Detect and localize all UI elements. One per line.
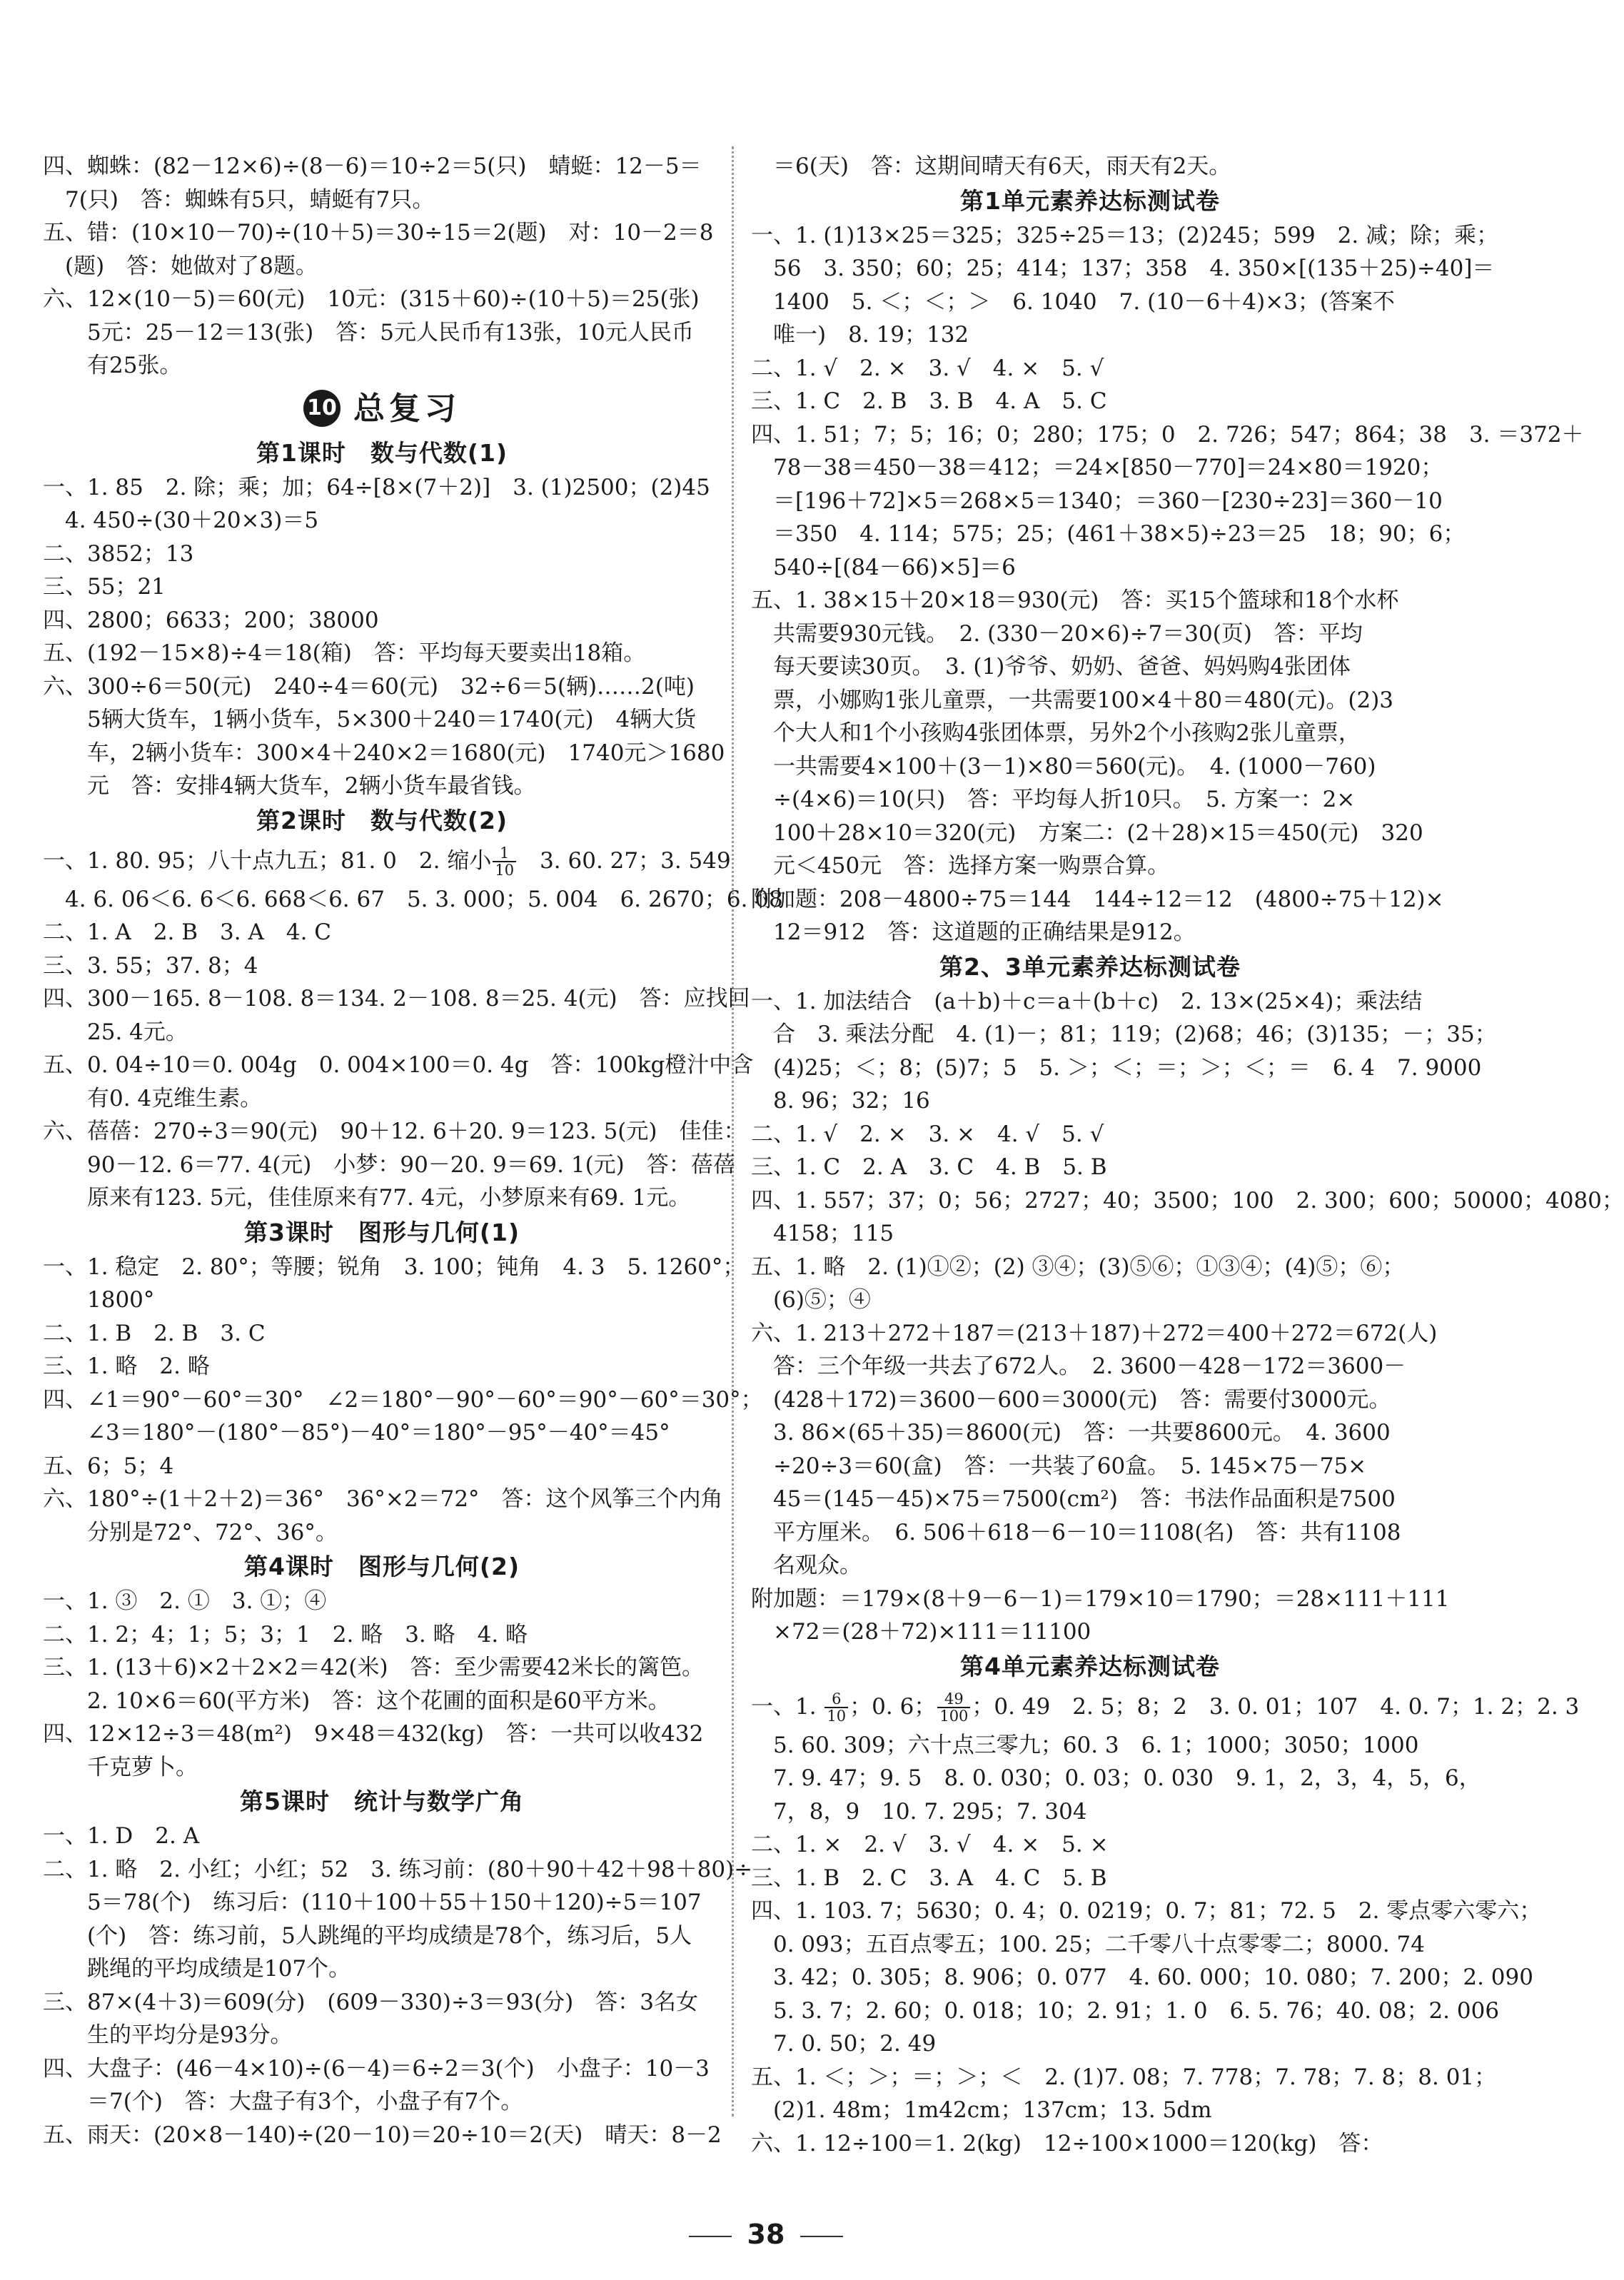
answer-line: 三、1. C 2. B 3. B 4. A 5. C [751, 388, 1107, 414]
answer-line: 跳绳的平均成绩是107个。 [43, 1956, 351, 1982]
answer-line: 名观众。 [751, 1553, 862, 1578]
answer-line: 二、1. B 2. B 3. C [43, 1320, 266, 1346]
answer-line: 三、87×(4＋3)＝609(分) (609－330)÷3＝93(分) 答：3名女 [43, 1989, 698, 2015]
answer-line: 附加题：208－4800÷75＝144 144÷12＝12 (4800÷75＋12)× [751, 886, 1444, 912]
answer-line: 3. 42；0. 305；8. 906；0. 077 4. 60. 000；10. 080；7. 200；2. 090 [751, 1964, 1533, 1990]
answer-line: 25. 4元。 [43, 1019, 188, 1045]
answer-line: 生的平均分是93分。 [43, 2022, 293, 2048]
answer-line: 2. 10×6＝60(平方米) 答：这个花圃的面积是60平方米。 [43, 1688, 670, 1714]
answer-line: 三、55；21 [43, 574, 166, 600]
answer-line: ＝[196＋72]×5＝268×5＝1340；＝360－[230÷23]＝360－10 [751, 488, 1443, 514]
answer-line: 原来有123. 5元，佳佳原来有77. 4元，小梦原来有69. 1元。 [43, 1185, 691, 1211]
answer-line: 一、1. ③ 2. ① 3. ①；④ [43, 1588, 327, 1614]
answer-line: 三、1. C 2. A 3. C 4. B 5. B [751, 1154, 1107, 1180]
answer-line: 合 3. 乘法分配 4. (1)－；81；119；(2)68；46；(3)135；－；35； [751, 1022, 1497, 1047]
test4-title: 第4单元素养达标测试卷 [960, 1652, 1220, 1680]
answer-line: 元＜450元 答：选择方案一购票合算。 [751, 853, 1170, 879]
answer-line: 0. 093；五百点零五；100. 25；二千零八十点零零二；8000. 74 [751, 1931, 1425, 1957]
lesson5-lines [43, 1820, 753, 2152]
fraction-denominator: 10 [495, 862, 515, 879]
answer-line: ×72＝(28＋72)×111＝11100 [751, 1619, 1091, 1645]
fraction-49-hundredths [937, 1691, 970, 1724]
answer-line: 7，8，9 10. 7. 295；7. 304 [751, 1798, 1087, 1825]
page-number: 38 [747, 2219, 785, 2250]
fraction-numerator: 6 [824, 1691, 848, 1708]
lesson1-title: 第1课时 数与代数(1) [256, 438, 508, 467]
lesson2-lines [43, 883, 783, 1215]
answer-line: 三、1. 略 2. 略 [43, 1353, 210, 1379]
page-number-footer [0, 2219, 1532, 2250]
answer-line: 5. 3. 7；2. 60；0. 018；10；2. 91；1. 0 6. 5. 76；40. 08；2. 006 [751, 1997, 1500, 2024]
answer-line: 有0. 4克维生素。 [43, 1085, 263, 1111]
lesson2-line-with-fraction [43, 839, 731, 883]
answer-line: 四、大盘子：(46－4×10)÷(6－4)＝6÷2＝3(个) 小盘子：10－3 [43, 2055, 710, 2082]
test1-title: 第1单元素养达标测试卷 [960, 186, 1220, 215]
answer-line: 56 3. 350；60；25；414；137；358 4. 350×[(135＋25)÷40]＝ [751, 256, 1495, 281]
answer-line: 个大人和1个小孩购4张团体票，另外2个小孩购2张儿童票， [751, 720, 1361, 746]
lesson2-line1-before: 一、1. 80. 95；八十点九五；81. 0 2. 缩小 [43, 847, 492, 874]
answer-line: 4. 450÷(30＋20×3)＝5 [43, 508, 319, 533]
answer-line: 票，小娜购1张儿童票，一共需要100×4＋80＝480(元)。(2)3 [751, 687, 1394, 713]
answer-line: 540÷[(84－66)×5]＝6 [751, 554, 1016, 580]
right-column [751, 150, 1624, 2160]
answer-line: 7(只) 答：蜘蛛有5只，蜻蜓有7只。 [43, 186, 435, 213]
test23-lines [751, 985, 1624, 1649]
answer-line: (个) 答：练习前，5人跳绳的平均成绩是78个，练习后，5人 [43, 1922, 692, 1949]
answer-line: ＝7(个) 答：大盘子有3个，小盘子有7个。 [43, 2089, 523, 2114]
footer-dash-left [689, 2236, 732, 2237]
chapter-heading [43, 383, 721, 435]
answer-line: 8. 96；32；16 [751, 1088, 930, 1114]
answer-line: 5＝78(个) 练习后：(110＋100＋55＋150＋120)÷5＝107 [43, 1890, 702, 1915]
lesson4-title: 第4课时 图形与几何(2) [243, 1553, 520, 1580]
answer-line: 二、1. 2；4；1；5；3；1 2. 略 3. 略 4. 略 [43, 1621, 528, 1648]
answer-line: 有25张。 [43, 353, 182, 378]
answer-line: 1800° [43, 1287, 155, 1313]
lesson3-title: 第3课时 图形与几何(1) [243, 1218, 520, 1246]
answer-line: 六、12×(10－5)＝60(元) 10元：(315＋60)÷(10＋5)＝25(张) [43, 286, 700, 312]
answer-line: 千克萝卜。 [43, 1754, 198, 1780]
answer-line: 一、1. D 2. A [43, 1823, 200, 1849]
answer-line: 附加题：＝179×(8＋9－6－1)＝179×10＝1790；＝28×111＋111 [751, 1585, 1450, 1612]
answer-line: 二、1. √ 2. × 3. √ 4. × 5. √ [751, 355, 1104, 381]
fraction-one-tenth [493, 845, 516, 878]
answer-line: 六、蓓蓓：270÷3＝90(元) 90＋12. 6＋20. 9＝123. 5(元) 佳佳： [43, 1119, 746, 1144]
answer-line: 一共需要4×100＋(3－1)×80＝560(元)。 4. (1000－760) [751, 753, 1376, 780]
answer-line: 六、180°÷(1＋2＋2)＝36° 36°×2＝72° 答：这个风筝三个内角 [43, 1486, 723, 1512]
answer-line: 12＝912 答：这道题的正确结果是912。 [751, 919, 1196, 945]
answer-line: 车，2辆小货车：300×4＋240×2＝1680(元) 1740元＞1680 [43, 740, 725, 766]
answer-line: 四、12×12÷3＝48(m²) 9×48＝432(kg) 答：一共可以收432 [43, 1721, 704, 1747]
answer-line: 唯一) 8. 19；132 [751, 322, 969, 348]
answer-line: ＝350 4. 114；575；25；(461＋38×5)÷23＝25 18；90；6； [751, 521, 1466, 547]
footer-dash-right [800, 2236, 843, 2237]
answer-line: 二、1. 略 2. 小红；小红；52 3. 练习前：(80＋90＋42＋98＋80)÷ [43, 1856, 753, 1882]
answer-line: 二、1. × 2. √ 3. √ 4. × 5. × [751, 1832, 1109, 1857]
answer-line: 三、3. 55；37. 8；4 [43, 952, 258, 979]
answer-line: 四、1. 51；7；5；16；0；280；175；0 2. 726；547；864；38 3. ＝372＋ [751, 421, 1584, 448]
answer-line: 78－38＝450－38＝412；＝24×[850－770]＝24×80＝1920； [751, 455, 1443, 480]
answer-line: 二、1. A 2. B 3. A 4. C [43, 919, 331, 945]
fraction-numerator: 1 [493, 845, 516, 862]
answer-line: 二、3852；13 [43, 540, 194, 567]
answer-line: 六、1. 12÷100＝1. 2(kg) 12÷100×1000＝120(kg) 答： [751, 2130, 1383, 2157]
answer-line: (题) 答：她做对了8题。 [43, 253, 318, 279]
answer-line: 答：三个年级一共去了672人。 2. 3600－428－172＝3600－ [751, 1353, 1406, 1379]
answer-line: (2)1. 48m；1m42cm；137cm；13. 5dm [751, 2097, 1212, 2123]
answer-line: (428＋172)＝3600－600＝3000(元) 答：需要付3000元。 [751, 1386, 1391, 1413]
answer-line: ＝6(天) 答：这期间晴天有6天，雨天有2天。 [751, 153, 1231, 179]
answer-line: 平方厘米。 6. 506＋618－6－10＝1108(名) 答：共有1108 [751, 1519, 1401, 1545]
answer-line: 一、1. (1)13×25＝325；325÷25＝13；(2)245；599 2. 减；除；乘； [751, 222, 1499, 248]
fraction-denominator: 10 [827, 1708, 847, 1725]
answer-line: ÷(4×6)＝10(只) 答：平均每人折10只。 5. 方案一：2× [751, 787, 1356, 812]
answer-line: 元 答：安排4辆大货车，2辆小货车最省钱。 [43, 773, 536, 799]
answer-line: 一、1. 稳定 2. 80°；等腰；锐角 3. 100；钝角 4. 3 5. 1260°； [43, 1254, 745, 1280]
answer-line: ÷20÷3＝60(盒) 答：一共装了60盒。 5. 145×75－75× [751, 1453, 1367, 1479]
test1-lines [751, 219, 1584, 949]
answer-line: 4. 6. 06＜6. 6＜6. 668＜6. 67 5. 3. 000；5. 004 6. 2670；6. 08 [43, 886, 783, 912]
lesson5-title: 第5课时 统计与数学广角 [240, 1787, 524, 1815]
answer-line: 分别是72°、72°、36°。 [43, 1519, 338, 1545]
answer-line: 六、300÷6＝50(元) 240÷4＝60(元) 32÷6＝5(辆)……2(吨) [43, 673, 695, 700]
answer-line: 100＋28×10＝320(元) 方案二：(2＋28)×15＝450(元) 320 [751, 819, 1423, 846]
test4-lines [751, 1729, 1542, 2161]
fraction-numerator: 49 [937, 1691, 970, 1708]
lesson1-lines [43, 471, 725, 803]
left-column [43, 150, 783, 2152]
answer-line: 3. 86×(65＋35)＝8600(元) 答：一共要8600元。 4. 3600 [751, 1420, 1391, 1446]
answer-line: 四、1. 557；37；0；56；2727；40；3500；100 2. 300；600；50000；4080； [751, 1187, 1624, 1214]
answer-line: 7. 9. 47；9. 5 8. 0. 030；0. 03；0. 030 9. 1，2，3，4，5，6， [751, 1765, 1481, 1791]
test4-line1-mid: ；0. 6； [849, 1693, 937, 1720]
answer-line: 五、0. 04÷10＝0. 004g 0. 004×100＝0. 4g 答：100kg橙汁中含 [43, 1052, 754, 1078]
answer-line: 三、1. (13＋6)×2＋2×2＝42(米) 答：至少需要42米长的篱笆。 [43, 1655, 704, 1680]
answer-line: 7. 0. 50；2. 49 [751, 2031, 937, 2057]
answer-line: 1400 5. ＜；＜；＞ 6. 1040 7. (10－6＋4)×3；(答案不 [751, 288, 1395, 315]
answer-line: 四、2800；6633；200；38000 [43, 607, 379, 633]
test23-title: 第2、3单元素养达标测试卷 [939, 952, 1241, 981]
answer-line: 90－12. 6＝77. 4(元) 小梦：90－20. 9＝69. 1(元) 答：蓓蓓 [43, 1151, 735, 1178]
test4-line1-prefix: 一、1. [751, 1693, 824, 1720]
answer-line: 六、1. 213＋272＋187＝(213＋187)＋272＝400＋272＝672(人) [751, 1320, 1438, 1346]
answer-line: 45＝(145－45)×75＝7500(cm²) 答：书法作品面积是7500 [751, 1486, 1396, 1512]
answer-line: (4)25；＜；8；(5)7；5 5. ＞；＜；＝；＞；＜；＝ 6. 4 7. 9000 [751, 1054, 1482, 1081]
answer-line: 四、蜘蛛：(82－12×6)÷(8－6)＝10÷2＝5(只) 蜻蜓：12－5＝ [43, 153, 702, 179]
lesson4-lines [43, 1585, 721, 1784]
lesson3-lines [43, 1251, 763, 1550]
answer-line: 五、雨天：(20×8－140)÷(20－10)＝20÷10＝2(天) 晴天：8－2 [43, 2122, 722, 2148]
answer-line: 5. 60. 309；六十点三零九；60. 3 6. 1；1000；3050；1000 [751, 1732, 1419, 1758]
answer-line: 四、300－165. 8－108. 8＝134. 2－108. 8＝25. 4(元) 答：应找回 [43, 986, 750, 1012]
right-top-lines [751, 150, 1429, 183]
answer-line: 四、∠1＝90°－60°＝30° ∠2＝180°－90°－60°＝90°－60°＝30°； [43, 1386, 763, 1413]
lesson2-title: 第2课时 数与代数(2) [256, 806, 508, 834]
answer-line: 五、1. ＜；＞；＝；＞；＜ 2. (1)7. 08；7. 778；7. 78；7. 8；8. 01； [751, 2064, 1497, 2090]
answer-line: 四、1. 103. 7；5630；0. 4；0. 0219；0. 7；81；72. 5 2. 零点零六零六； [751, 1898, 1542, 1924]
answer-line: (6)⑤；④ [751, 1287, 871, 1313]
answer-line: 五、1. 略 2. (1)①②；(2) ③④；(3)⑤⑥；①③④；(4)⑤；⑥； [751, 1254, 1405, 1280]
answer-line: 每天要读30页。 3. (1)爷爷、奶奶、爸爸、妈妈购4张团体 [751, 654, 1351, 680]
answer-line: 五、6；5；4 [43, 1453, 174, 1479]
answer-line: 三、1. B 2. C 3. A 4. C 5. B [751, 1865, 1107, 1891]
test4-line1-after: ；0. 49 2. 5；8；2 3. 0. 01；107 4. 0. 7；1. 2；2. 3 [972, 1693, 1580, 1720]
fraction-denominator: 100 [939, 1708, 969, 1725]
fraction-six-tenths [824, 1691, 848, 1724]
answer-line: 5辆大货车，1辆小货车，5×300＋240＝1740(元) 4辆大货 [43, 707, 697, 732]
chapter-title: 总复习 [353, 390, 460, 427]
answer-line: 五、错：(10×10－70)÷(10＋5)＝30÷15＝2(题) 对：10－2＝8 [43, 220, 714, 246]
answer-line: 二、1. √ 2. × 3. × 4. √ 5. √ [751, 1121, 1104, 1147]
answer-line: 五、(192－15×8)÷4＝18(箱) 答：平均每天要卖出18箱。 [43, 640, 646, 666]
left-top-lines [43, 150, 721, 383]
answer-line: 一、1. 85 2. 除；乘；加；64÷[8×(7＋2)] 3. (1)2500；(2)45 [43, 474, 710, 500]
test4-line-with-fractions [751, 1685, 1580, 1729]
answer-line: 共需要930元钱。 2. (330－20×6)÷7＝30(页) 答：平均 [751, 620, 1363, 647]
lesson2-line1-after: 3. 60. 27；3. 549 [518, 847, 731, 874]
chapter-number-badge: 10 [303, 390, 341, 427]
answer-line: 5元：25－12＝13(张) 答：5元人民币有13张，10元人民币 [43, 319, 694, 345]
answer-line: 五、1. 38×15＋20×18＝930(元) 答：买15个篮球和18个水杯 [751, 587, 1399, 613]
answer-line: 一、1. 加法结合 (a＋b)＋c＝a＋(b＋c) 2. 13×(25×4)；乘法结 [751, 988, 1423, 1014]
answer-line: ∠3＝180°－(180°－85°)－40°＝180°－95°－40°＝45° [43, 1420, 670, 1446]
answer-line: 4158；115 [751, 1221, 894, 1246]
